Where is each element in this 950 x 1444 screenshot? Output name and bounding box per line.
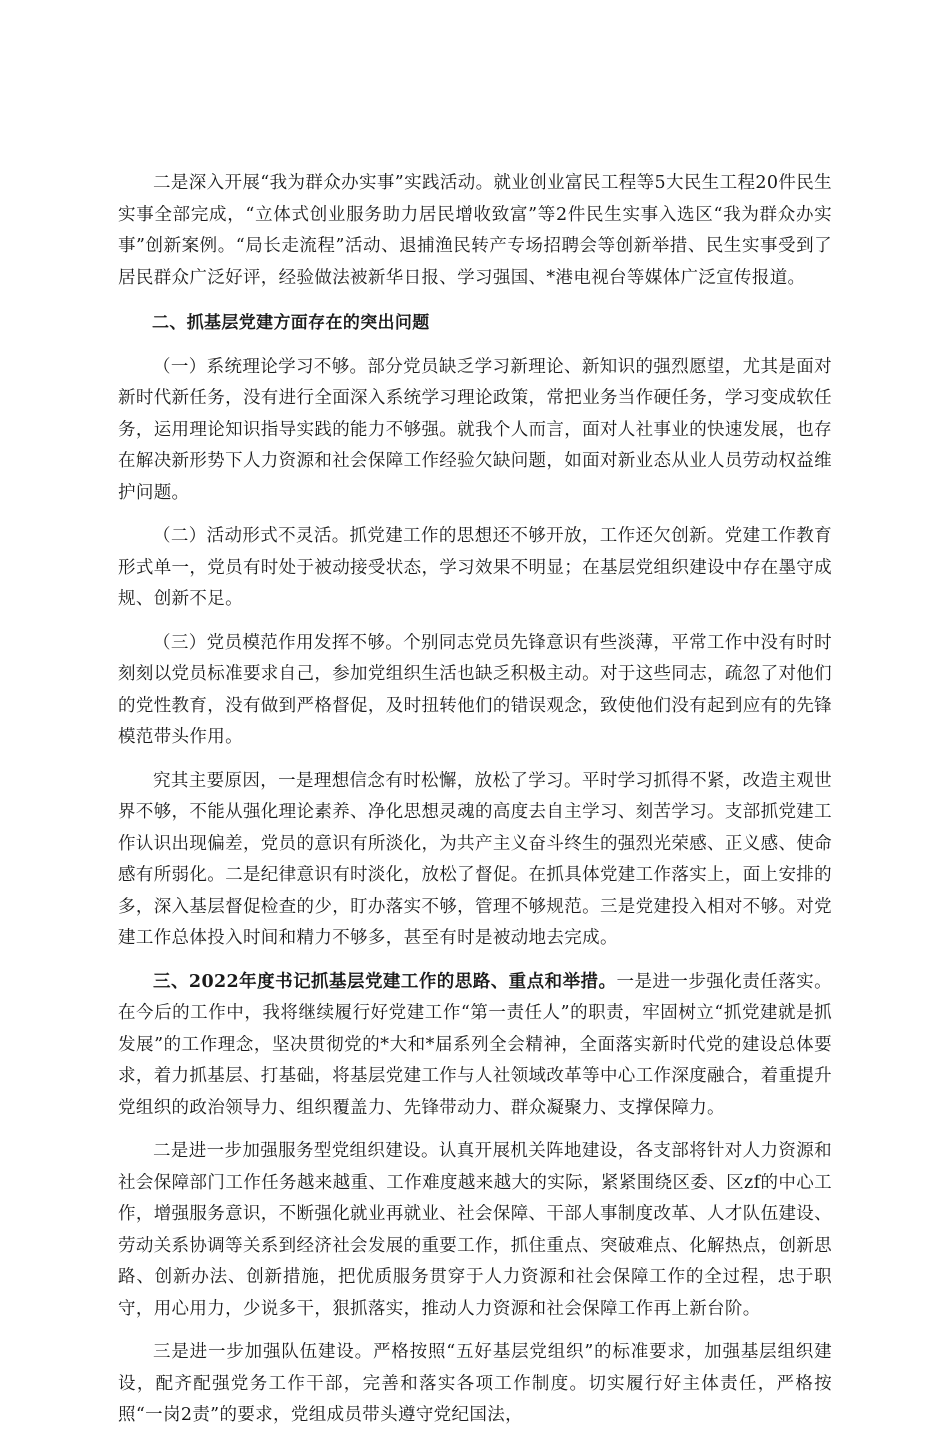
- paragraph-service-org: 二是进一步加强服务型党组织建设。认真开展机关阵地建设，各支部将针对人力资源和社会保障部门工作任务越来越重、工作难度越来越大的实际，紧紧围绕区委、区zf的中心工作，增强服务意识，不断强化就业再就业、社会保障、干部人事制度改革、人才队伍建设、劳动关系协调等关系到经济社会发展的重要工作，抓住重点、突破难点、化解热点，创新思路、创新办法、创新措施，把优质服务贯穿于人力资源和社会保障工作的全过程，忠于职守，用心用力，少说多干，狠抓落实，推动人力资源和社会保障工作再上新台阶。: [118, 1141, 832, 1319]
- paragraph-activity-form: （二）活动形式不灵活。抓党建工作的思想还不够开放，工作还欠创新。党建工作教育形式单一，党员有时处于被动接受状态，学习效果不明显；在基层党组织建设中存在墨守成规、创新不足。: [118, 526, 832, 609]
- paragraph-model-role: （三）党员模范作用发挥不够。个别同志党员先锋意识有些淡薄，平常工作中没有时时刻刻以党员标准要求自己，参加党组织生活也缺乏积极主动。对于这些同志，疏忽了对他们的党性教育，没有做到严格督促，及时扭转他们的错误观念，致使他们没有起到应有的先锋模范带头作用。: [118, 632, 832, 747]
- section-heading-problems: 二、抓基层党建方面存在的突出问题: [152, 313, 430, 333]
- document-body: [118, 168, 832, 1444]
- paragraph-practice-activity: 二是深入开展“我为群众办实事”实践活动。就业创业富民工程等5大民生工程20件民生实事全部完成，“立体式创业服务助力居民增收致富”等2件民生实事入选区“我为群众办实事”创新案例。“局长走流程”活动、退捕渔民转产专场招聘会等创新举措、民生实事受到了居民群众广泛好评，经验做法被新华日报、学习强国、*港电视台等媒体广泛宣传报道。: [118, 173, 832, 288]
- paragraph-root-causes: 究其主要原因，一是理想信念有时松懈，放松了学习。平时学习抓得不紧，改造主观世界不够，不能从强化理论素养、净化思想灵魂的高度去自主学习、刻苦学习。支部抓党建工作认识出现偏差，党员的意识有所淡化，为共产主义奋斗终生的强烈光荣感、正义感、使命感有所弱化。二是纪律意识有时淡化，放松了督促。在抓具体党建工作落实上，面上安排的多，深入基层督促检查的少，盯办落实不够，管理不够规范。三是党建投入相对不够。对党建工作总体投入时间和精力不够多，甚至有时是被动地去完成。: [118, 770, 832, 948]
- paragraph-section-three: [118, 967, 832, 1125]
- paragraph-theory-study: （一）系统理论学习不够。部分党员缺乏学习新理论、新知识的强烈愿望，尤其是面对新时代新任务，没有进行全面深入系统学习理论政策，常把业务当作硬任务，学习变成软任务，运用理论知识指导实践的能力不够强。就我个人而言，面对人社事业的快速发展，也存在解决新形势下人力资源和社会保障工作经验欠缺问题，如面对新业态从业人员劳动权益维护问题。: [118, 356, 832, 503]
- section-heading-plan: 三、2022年度书记抓基层党建工作的思路、重点和举措。: [153, 971, 617, 992]
- paragraph-section-three-text: 一是进一步强化责任落实。在今后的工作中，我将继续履行好党建工作“第一责任人”的职责，牢固树立“抓党建就是抓发展”的工作理念，坚决贯彻党的*大和*届系列全会精神，全面落实新时代党的建设总体要求，着力抓基层、打基础，将基层党建工作与人社领域改革等中心工作深度融合，着重提升党组织的政治领导力、组织覆盖力、先锋带动力、群众凝聚力、支撑保障力。: [118, 971, 833, 1118]
- paragraph-team-building: 三是进一步加强队伍建设。严格按照“五好基层党组织”的标准要求，加强基层组织建设，配齐配强党务工作干部，完善和落实各项工作制度。切实履行好主体责任，严格按照“一岗2责”的要求，党组成员带头遵守党纪国法，: [118, 1342, 832, 1425]
